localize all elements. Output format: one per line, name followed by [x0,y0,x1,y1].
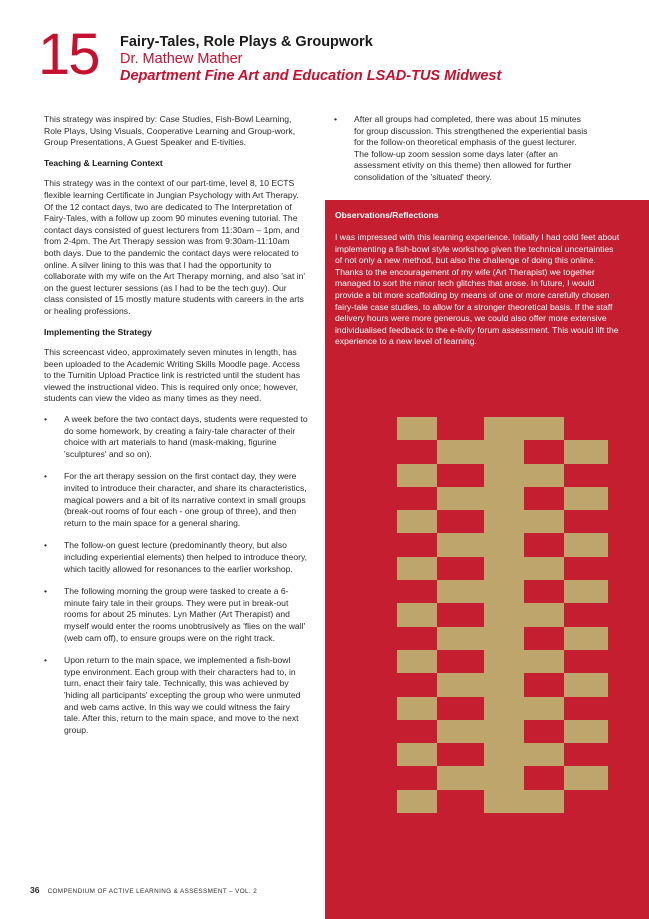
pattern-block [484,464,524,487]
pattern-block [564,533,608,556]
list-item: • For the art therapy session on the first contact day, they were invited to introduce their character, and share its characteristics, magical powers and a bit of its narrative context in small groups (break-out rooms of four each - one group of three), and then return to the main space for a general sharing. [44,471,307,528]
pattern-block [437,533,524,556]
page-number: 36 [30,885,40,895]
chapter-number: 15 [38,22,99,87]
pattern-block [524,790,564,813]
bullet-icon: • [44,586,48,597]
department-name: Department Fine Art and Education LSAD-TUS Midwest [120,68,502,84]
pattern-block [397,743,437,766]
pattern-block [397,790,437,813]
pattern-block [397,697,437,720]
pattern-block [397,417,437,440]
pattern-block [397,557,437,580]
decorative-pattern [397,417,608,813]
pattern-block [437,440,524,463]
bullet-icon: • [44,471,48,482]
pattern-block [484,603,524,626]
pattern-block [524,603,564,626]
bullet-icon: • [44,540,48,551]
publication-title: COMPENDIUM OF ACTIVE LEARNING & ASSESSMENT – VOL. 2 [47,888,258,895]
intro-paragraph: This strategy was inspired by: Case Studies, Fish-Bowl Learning, Role Plays, Using Visuals, Cooperative Learning and Group-work, Group Presentations, A Guest Speaker and E-tivities. [44,114,296,148]
pattern-block [484,790,524,813]
pattern-block [397,464,437,487]
implement-paragraph: This screencast video, approximately seven minutes in length, has been uploaded to the Academic Writing Skills Moodle page. Access to the Turnitin Upload Practice link is restricted until the student has viewed the instructional video. This is required only once; however, students can view the video as many times as they need. [44,347,301,404]
pattern-block [397,650,437,673]
page-title: Fairy-Tales, Role Plays & Groupwork [120,34,373,50]
pattern-block [397,510,437,533]
pattern-block [484,510,524,533]
pattern-block [437,487,524,510]
page-header [120,34,501,85]
bullet-icon: • [334,114,338,124]
reflections-heading: Observations/Reflections [335,210,439,220]
author-name: Dr. Mathew Mather [120,51,243,67]
pattern-block [484,743,524,766]
strategy-bullet-list [44,414,308,736]
pattern-block [524,464,564,487]
list-item: • The follow-on guest lecture (predominantly theory, but also including experiential elements) then helped to introduce theory, which tacitly allowed for resonances to the earlier workshop. [44,540,308,574]
pattern-block [437,580,524,603]
bullet-icon: • [44,655,48,666]
pattern-block [564,487,608,510]
list-item: • After all groups had completed, there was about 15 minutes for group discussion. This strengthened the experiential basis for the follow-on theoretical emphasis of the guest lecturer. The follow-up zoom session some days later (after an assessment etivity on this theme) then allowed for further consolidation of the 'situated' theory. [334,114,588,182]
pattern-block [437,673,524,696]
list-item: • Upon return to the main space, we implemented a fish-bowl type environment. Each group with their characters had to, in turn, enact their fairy tale. Technically, this was achieved by 'hiding all participants' excepting the group who were unmuted and web cams active. In this way we could witness the fairy tale. After this, return to the main space, and move to the next group. [44,655,301,735]
pattern-block [524,650,564,673]
pattern-block [437,720,524,743]
pattern-block [437,627,524,650]
pattern-block [484,650,524,673]
list-item: • A week before the two contact days, students were requested to do some homework, by creating a fairy-tale character of their choice with art materials to hand (mask-making, figurine 'sculptures' and so on). [44,414,308,459]
pattern-block [564,627,608,650]
bullet-icon: • [44,414,48,425]
context-heading: Teaching & Learning Context [44,157,163,168]
right-bullet-list [334,114,590,184]
left-column [44,114,308,747]
pattern-block [524,417,564,440]
right-column [334,114,590,195]
pattern-block [524,510,564,533]
pattern-block [484,697,524,720]
pattern-block [524,697,564,720]
pattern-block [484,557,524,580]
pattern-block [484,417,524,440]
pattern-block [564,720,608,743]
pattern-block [524,743,564,766]
implement-heading: Implementing the Strategy [44,326,152,337]
page-footer [30,885,257,895]
pattern-block [564,766,608,789]
pattern-block [524,557,564,580]
pattern-block [564,580,608,603]
pattern-block [397,603,437,626]
reflections-text: I was impressed with this learning experience. Initially I had cold feet about implementing a fish-bowl style workshop given the technical uncertainties of not only a new method, but also the challenge of doing this online. Thanks to the encouragement of my wife (Art Therapist) we together managed to sort the minor tech glitches that arose. In future, I would provide a bit more scaffolding by means of one or more carefully chosen fairy-tale case studies, to allow for a stronger theoretical basis. If the staff delivery hours were more generous, we could also offer more extensive individualised feedback to the e-tivity forum assessment. This would lift the experience to a new level of learning. [335,232,620,347]
pattern-block [564,673,608,696]
context-paragraph: This strategy was in the context of our part-time, level 8, 10 ECTS flexible learning Certificate in Jungian Psychology with Art Therapy. Of the 12 contact days, two are dedicated to The Interpretation of Fairy-Tales, with a follow up zoom 90 minutes evening tutorial. The contact days consisted of guest lecturers from 11:30am – 1pm, and from 2-4pm. The Art Therapy session was from 9:30am-11:10am both days. Due to the pandemic the contact days were relocated to online. A silver lining to this was that I had the opportunity to collaborate with my wife on the Art Therapy morning, and also 'sat in' on the guest lecturer sessions (as I had to be the tech guy). Our class consisted of 15 mostly mature students with careers in the arts or healing professions. [44,178,306,316]
pattern-block [564,440,608,463]
pattern-block [437,766,524,789]
list-item: • The following morning the group were tasked to create a 6-minute fairy tale in their groups. They were put in break-out rooms for about 25 minutes. Lyn Mather (Art Therapist) and myself would enter the rooms unobtrusively as 'flies on the wall' (web cam off), to ensure groups were on the right track. [44,586,306,643]
